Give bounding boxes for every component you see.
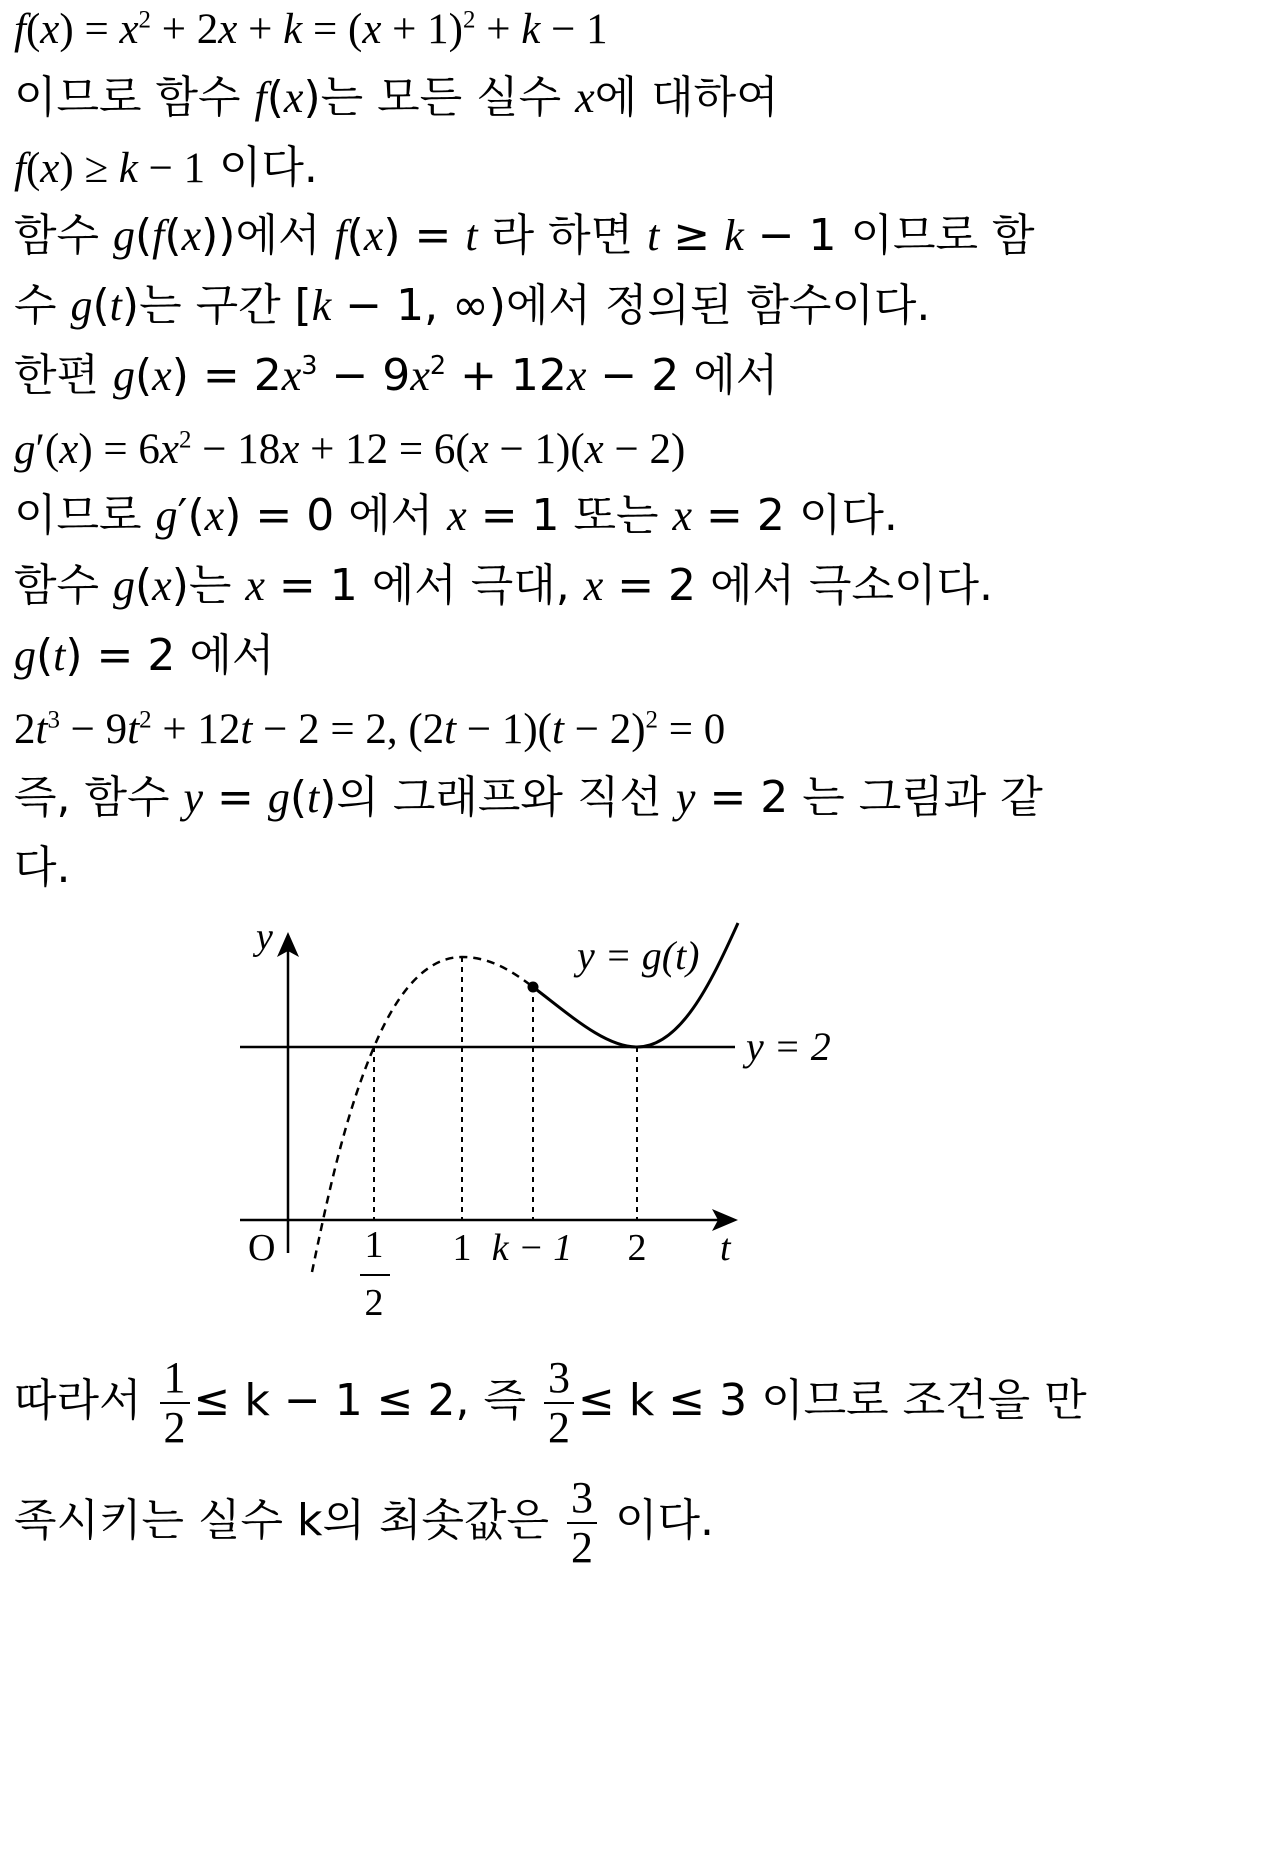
line-9: 함수 g(x)는 x = 1 에서 극대, x = 2 에서 극소이다. [14, 560, 994, 611]
curve-label: y = g(t) [577, 933, 700, 978]
line-4: 함수 g(f(x))에서 f(x) = t 라 하면 t ≥ k − 1 이므로 함 [14, 210, 1035, 261]
line-12: 즉, 함수 y = g(t)의 그래프와 직선 y = 2 는 그림과 같 [14, 772, 1043, 823]
line-13: 다. [14, 842, 71, 893]
conclusion-text-e: 이다. [614, 1495, 714, 1546]
line-10: g(t) = 2 에서 [14, 630, 275, 681]
tick-half-den: 2 [364, 1282, 384, 1324]
curve-dashed [312, 957, 533, 1272]
line-5: 수 g(t)는 구간 [k − 1, ∞)에서 정의된 함수이다. [14, 280, 931, 331]
t-axis-label: t [720, 1227, 731, 1269]
line-7: $g'(x) = 6x^2 - 18x + 12 = 6(x - 1)(x - 2)$ [14, 426, 686, 473]
line-3: f(x) ≥ k − 1 이다. [14, 142, 318, 193]
conclusion-text-c: ≤ k ≤ 3 이므로 조건을 만 [578, 1375, 1087, 1426]
endpoint-dot [528, 982, 539, 993]
line-6: 한편 $g(x) = 2x^3 - 9x^2 + 12x - 2$ 에서 [14, 350, 779, 401]
conclusion-text-a: 따라서 [14, 1375, 142, 1426]
tick-half-num: 1 [364, 1224, 384, 1266]
conclusion-text-d: 족시키는 실수 k의 최솟값은 [14, 1495, 549, 1546]
origin-label: O [248, 1227, 276, 1269]
conclusion-line-2 [14, 1473, 714, 1572]
conclusion-text-b: ≤ k − 1 ≤ 2, 즉 [193, 1375, 526, 1426]
conclusion-line-1 [14, 1353, 1087, 1452]
tick-1-label: 1 [452, 1227, 472, 1269]
line-label: y = 2 [746, 1024, 831, 1069]
fraction-answer: $\frac{3}{2}$ [567, 1476, 597, 1570]
line-1: $f(x) = x^2 + 2x + k = (x + 1)^2 + k - 1$ [14, 6, 608, 53]
fraction-one-half: $\frac{1}{2}$ [160, 1356, 190, 1450]
line-2: 이므로 함수 f(x)는 모든 실수 x에 대하여 [14, 72, 779, 123]
line-8: 이므로 g′(x) = 0 에서 x = 1 또는 x = 2 이다. [14, 490, 898, 541]
fraction-three-halves: $\frac{3}{2}$ [544, 1356, 574, 1450]
tick-2-label: 2 [627, 1227, 647, 1269]
y-axis-label: y [256, 916, 273, 958]
line-11: $2t^3 - 9t^2 + 12t - 2 = 2$, $(2t - 1)(t - 2)^2 = 0$ [14, 706, 726, 753]
tick-k1-label: k − 1 [491, 1227, 573, 1269]
graph [0, 905, 1271, 1345]
